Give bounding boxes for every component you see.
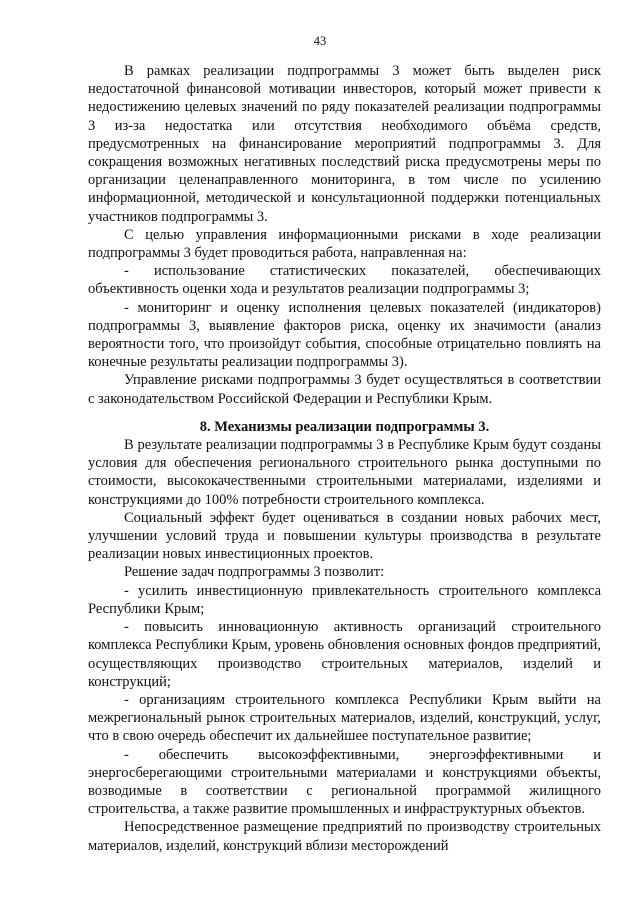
paragraph-placement: Непосредственное размещение предприятий по производству строительных материалов, изделий, конструкций вблизи месторождений [88,819,601,854]
paragraph-social-effect: Социальный эффект будет оцениваться в создании новых рабочих мест, улучшении условий труда и повышении культуры производства в результате реализации новых инвестиционных проектов. [88,509,601,563]
paragraph-tasks-intro: Решение задач подпрограммы 3 позволит: [124,564,385,581]
page-number: 43 [313,34,327,48]
list-item-market: - организациям строительного комплекса Республики Крым выйти на межрегиональный рынок строительных материалов, изделий, конструкций, услуг, что в свою очередь обеспечит их дальнейшее поступательное развитие; [88,691,601,745]
paragraph-info-risks: С целью управления информационными рисками в ходе реализации подпрограммы 3 будет проводиться работа, направленная на: [88,226,601,262]
paragraph-risk-management: Управление рисками подпрограммы 3 будет осуществляться в соответствии с законодательством Российской Федерации и Республики Крым. [88,372,601,407]
document-body [88,62,601,855]
paragraph-risk-motivation: В рамках реализации подпрограммы 3 может быть выделен риск недостаточной финансовой мотивации инвесторов, который может привести к недостижению целевых значений по ряду показателей реализации подпрограммы 3 из-за недостатка или отсутствия необходимого объёма средств, предусмотренных на финансирование мероприятий подпрограммы 3. Для сокращения возможных негативных последствий риска предусмотрены меры по организации целенаправленного мониторинга, в том числе по усилению информационной, методической и консультационной поддержки потенциальных участников подпрограммы 3. [88,63,601,225]
paragraph-results: В результате реализации подпрограммы 3 в Республике Крым будут созданы условия для обеспечения регионального строительного рынка доступными по стоимости, высококачественными строительными материалами, изделиями и конструкциями до 100% потребности строительного комплекса. [88,437,601,508]
list-item-provide: - обеспечить высокоэффективными, энергоэффективными и энергосберегающими строительными материалами и конструкциями объекты, возводимые в соответствии с региональной программой жилищного строительства, а также развитие промышленных и инфраструктурных объектов. [88,746,601,818]
list-item-investment: - усилить инвестиционную привлекательность строительного комплекса Республики Крым; [88,582,601,617]
list-item-monitoring: - мониторинг и оценку исполнения целевых показателей (индикаторов) подпрограммы 3, выявление факторов риска, оценку их значимости (анализ вероятности того, что произойдут события, способные отрицательно повлиять на конечные результаты реализации подпрограммы 3). [88,299,601,371]
list-item-statistics: - использование статистических показателей, обеспечивающих объективность оценки хода и результатов реализации подпрограммы 3; [88,263,601,298]
section-heading: 8. Механизмы реализации подпрограммы 3. [199,418,490,435]
list-item-innovation: - повысить инновационную активность организаций строительного комплекса Республики Крым, уровень обновления основных фондов предприятий, осуществляющих производство строительных материалов, изделий и конструкций; [88,619,601,690]
